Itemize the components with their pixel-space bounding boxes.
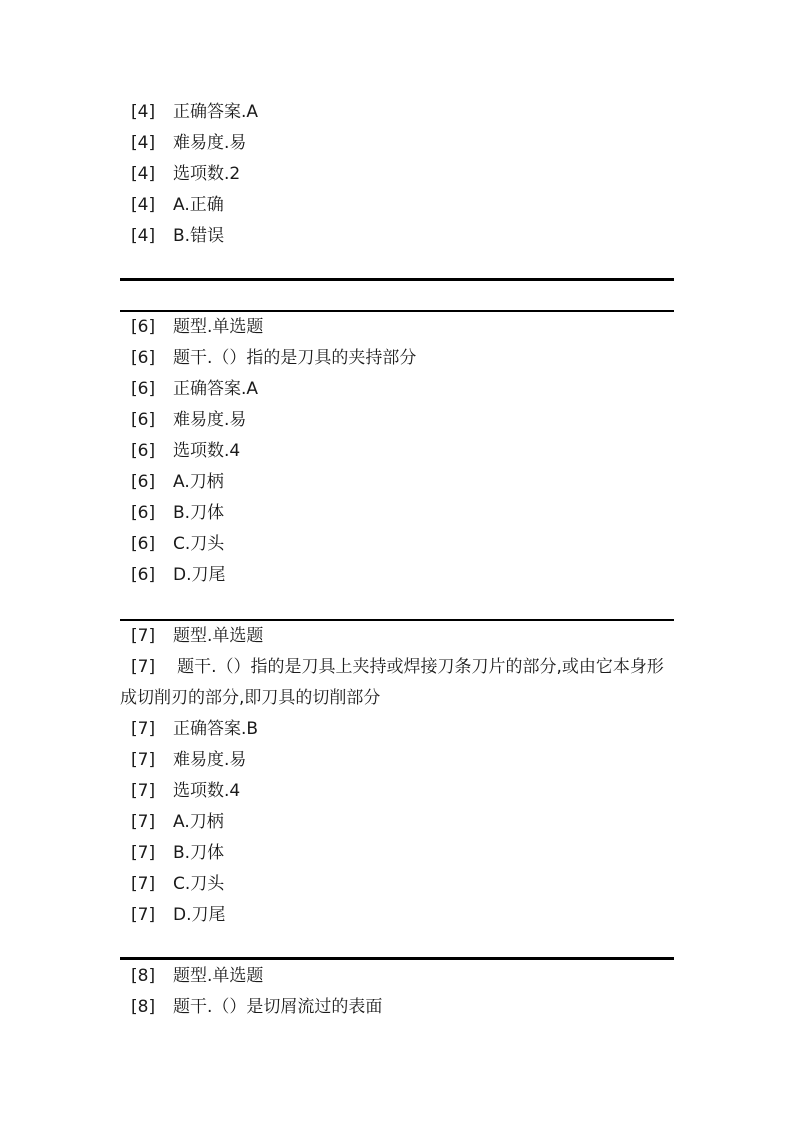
type-line xyxy=(120,621,674,652)
type-text: 题型.单选题 xyxy=(173,966,264,986)
type-line xyxy=(120,961,674,992)
section-divider xyxy=(120,957,674,960)
option-count-text: 选项数.2 xyxy=(173,164,241,184)
question-number: [6] xyxy=(131,565,156,585)
option-d-text: D.刀尾 xyxy=(173,905,226,925)
option-a-line xyxy=(120,467,674,498)
answer-text: 正确答案.A xyxy=(173,102,259,122)
section-divider xyxy=(120,278,674,281)
option-count-line xyxy=(120,776,674,807)
question-number: [7] xyxy=(131,781,156,801)
answer-text: 正确答案.A xyxy=(173,379,259,399)
question-number: [7] xyxy=(131,750,156,770)
question-number: [4] xyxy=(131,133,156,153)
question-number: [7] xyxy=(131,626,156,646)
question-number: [6] xyxy=(131,317,156,337)
option-d-text: D.刀尾 xyxy=(173,565,226,585)
question-number: [7] xyxy=(131,843,156,863)
difficulty-line xyxy=(120,128,674,159)
question-7 xyxy=(120,621,674,931)
stem-text: 题干.（）指的是刀具上夹持或焊接刀条刀片的部分,或由它本身形成切削刃的部分,即刀具的切削部分 xyxy=(120,657,664,708)
question-number: [6] xyxy=(131,503,156,523)
stem-text: 题干.（）指的是刀具的夹持部分 xyxy=(173,348,417,368)
option-b-text: B.刀体 xyxy=(173,503,225,523)
answer-line xyxy=(120,374,674,405)
option-c-text: C.刀头 xyxy=(173,874,225,894)
type-text: 题型.单选题 xyxy=(173,317,264,337)
option-a-text: A.刀柄 xyxy=(173,812,224,832)
option-b-line xyxy=(120,498,674,529)
option-a-text: A.刀柄 xyxy=(173,472,224,492)
type-text: 题型.单选题 xyxy=(173,626,264,646)
stem-text: 题干.（）是切屑流过的表面 xyxy=(173,997,383,1017)
question-number: [7] xyxy=(131,905,156,925)
question-number: [7] xyxy=(131,657,156,677)
answer-text: 正确答案.B xyxy=(173,719,259,739)
question-number: [6] xyxy=(131,348,156,368)
option-b-text: B.错误 xyxy=(173,226,225,246)
option-b-line xyxy=(120,221,674,252)
option-d-line xyxy=(120,900,674,931)
question-number: [6] xyxy=(131,472,156,492)
question-number: [4] xyxy=(131,195,156,215)
difficulty-text: 难易度.易 xyxy=(173,410,247,430)
question-number: [6] xyxy=(131,441,156,461)
question-number: [8] xyxy=(131,966,156,986)
option-count-text: 选项数.4 xyxy=(173,441,241,461)
answer-line xyxy=(120,714,674,745)
question-number: [8] xyxy=(131,997,156,1017)
option-count-line xyxy=(120,159,674,190)
difficulty-line xyxy=(120,745,674,776)
stem-line xyxy=(120,343,674,374)
option-a-text: A.正确 xyxy=(173,195,224,215)
type-line xyxy=(120,312,674,343)
question-4 xyxy=(120,97,674,252)
option-a-line xyxy=(120,807,674,838)
option-count-line xyxy=(120,436,674,467)
question-number: [7] xyxy=(131,812,156,832)
option-a-line xyxy=(120,190,674,221)
option-c-line xyxy=(120,869,674,900)
question-number: [7] xyxy=(131,874,156,894)
option-c-text: C.刀头 xyxy=(173,534,225,554)
option-c-line xyxy=(120,529,674,560)
stem-line xyxy=(120,652,674,714)
question-number: [6] xyxy=(131,410,156,430)
option-b-text: B.刀体 xyxy=(173,843,225,863)
difficulty-text: 难易度.易 xyxy=(173,133,247,153)
question-8 xyxy=(120,961,674,1023)
question-number: [7] xyxy=(131,719,156,739)
answer-line xyxy=(120,97,674,128)
difficulty-line xyxy=(120,405,674,436)
question-number: [4] xyxy=(131,102,156,122)
question-number: [6] xyxy=(131,534,156,554)
question-number: [6] xyxy=(131,379,156,399)
question-number: [4] xyxy=(131,226,156,246)
difficulty-text: 难易度.易 xyxy=(173,750,247,770)
option-count-text: 选项数.4 xyxy=(173,781,241,801)
option-b-line xyxy=(120,838,674,869)
stem-line xyxy=(120,992,674,1023)
question-6 xyxy=(120,312,674,591)
question-number: [4] xyxy=(131,164,156,184)
option-d-line xyxy=(120,560,674,591)
